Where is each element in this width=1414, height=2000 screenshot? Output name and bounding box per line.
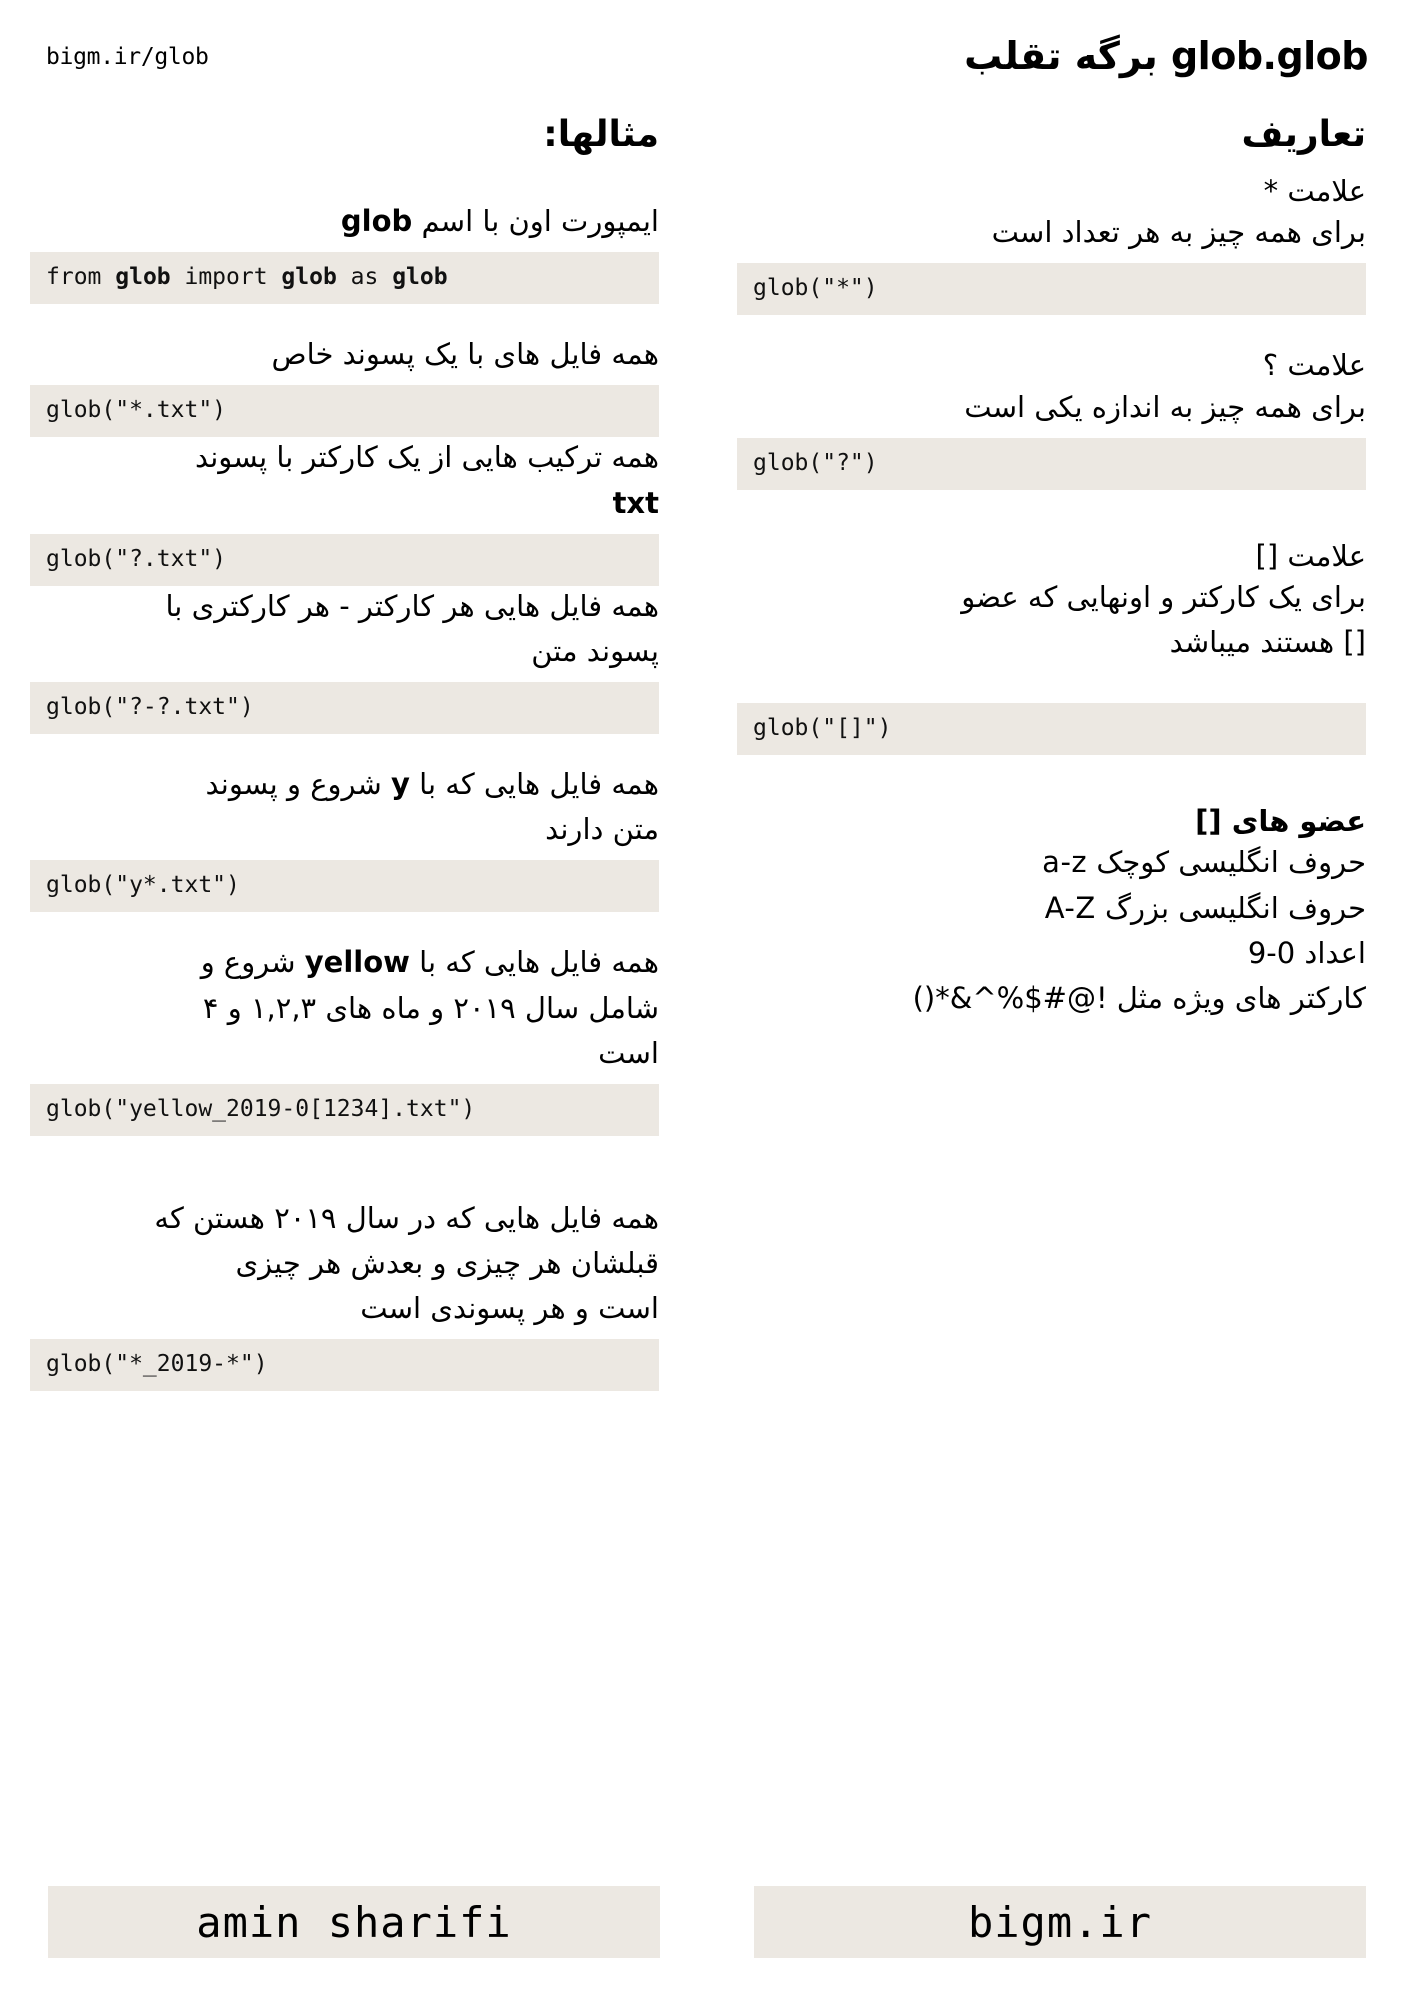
example-yellow-desc-line2: شامل سال ۲۰۱۹ و ماه های ۱,۲,۳ و ۴ [202, 990, 659, 1025]
definition-star-desc: برای همه چیز به هر تعداد است [991, 215, 1366, 250]
example-any2019-desc-line1: همه فایل هایی که در سال ۲۰۱۹ هستن که [154, 1200, 659, 1235]
example-question-txt-desc-line1: همه ترکیب هایی از یک کارکتر با پسوند [194, 440, 659, 475]
example-star-txt [30, 334, 659, 437]
example-yellow-desc-pre: همه فایل هایی که با [409, 945, 659, 980]
example-y-desc-post: شروع و پسوند [205, 767, 392, 802]
definition-brackets-desc-line1: برای یک کارکتر و اونهایی که عضو [961, 579, 1366, 614]
definition-brackets-code: glob("[]") [737, 703, 1366, 755]
example-any2019-code: glob("*_2019-*") [30, 1339, 659, 1391]
definition-entry-question [737, 345, 1366, 489]
example-yellow-desc-post: شروع و [200, 945, 305, 980]
page-title-fa: برگه تقلب [964, 34, 1158, 78]
example-question-txt [30, 437, 659, 585]
example-y-desc-line1 [30, 764, 659, 809]
examples-title: مثالها: [543, 114, 659, 155]
example-import-desc [30, 201, 659, 246]
example-y-star-txt [30, 764, 659, 912]
code-token: glob [115, 264, 171, 291]
definition-brackets-title: علامت [] [1255, 538, 1366, 573]
definition-entry-brackets [737, 536, 1366, 756]
example-yellow-desc-line1 [30, 942, 659, 987]
definition-star-code: glob("*") [737, 263, 1366, 315]
definition-question-desc: برای همه چیز به اندازه یکی است [964, 389, 1366, 424]
bracket-members-row-lowercase: حروف انگلیسی کوچک a-z [1042, 845, 1366, 880]
example-import-code [30, 252, 659, 304]
definition-entry-star [737, 171, 1366, 315]
definition-star-title: علامت * [1263, 174, 1366, 208]
example-qdq-code: glob("?-?.txt") [30, 682, 659, 734]
example-import-desc-keyword: glob [340, 204, 413, 238]
example-question-txt-desc-ext [30, 483, 659, 528]
example-question-txt-code: glob("?.txt") [30, 534, 659, 586]
example-any-2019-any [30, 1198, 659, 1392]
example-yellow-code: glob("yellow_2019-0[1234].txt") [30, 1084, 659, 1136]
page-title-code: glob.glob [1170, 34, 1368, 78]
footer-site-badge: bigm.ir [754, 1886, 1366, 1958]
example-qdq-desc-line1: همه فایل هایی هر کارکتر - هر کارکتری با [165, 588, 659, 623]
bracket-members-row-uppercase: حروف انگلیسی بزرگ A-Z [1044, 890, 1366, 925]
definition-question-title: علامت ؟ [1262, 348, 1366, 383]
example-star-txt-desc: همه فایل های با یک پسوند خاص [271, 337, 659, 372]
page-title [964, 34, 1368, 78]
code-token: glob [281, 264, 337, 291]
example-y-code: glob("y*.txt") [30, 860, 659, 912]
page-header [0, 0, 1414, 112]
bracket-members-title: عضو های [] [1195, 804, 1366, 839]
examples-column [0, 112, 707, 1391]
definition-question-code: glob("?") [737, 438, 1366, 490]
bracket-members-block [737, 801, 1366, 1023]
header-url: bigm.ir/glob [46, 44, 209, 70]
page-footer [0, 1850, 1414, 2000]
example-yellow-desc-keyword: yellow [304, 945, 410, 980]
example-question-dash-question [30, 586, 659, 734]
example-yellow-desc-line3: است [598, 1035, 659, 1070]
example-import-desc-text: ایمپورت اون با اسم [412, 204, 659, 238]
example-qdq-desc-line2: پسوند متن [531, 633, 659, 668]
example-any2019-desc-line3: است و هر پسوندی است [360, 1291, 659, 1326]
example-y-desc-line2: متن دارند [545, 812, 659, 847]
example-y-desc-keyword: y [391, 767, 410, 802]
definitions-title: تعاریف [1241, 114, 1366, 155]
example-star-txt-code: glob("*.txt") [30, 385, 659, 437]
example-import [30, 201, 659, 304]
code-token: glob [392, 264, 448, 291]
example-y-desc-pre: همه فایل هایی که با [409, 767, 659, 802]
definition-brackets-desc-line2: [] هستند میباشد [1169, 625, 1366, 660]
definitions-column [707, 112, 1414, 1023]
example-any2019-desc-line2: قبلشان هر چیزی و بعدش هر چیزی [235, 1246, 659, 1281]
code-token: import [170, 264, 282, 291]
code-token: as [336, 264, 393, 291]
bracket-members-row-digits: اعداد 0-9 [1247, 935, 1366, 970]
example-question-txt-ext: txt [612, 485, 659, 520]
code-token: from [46, 264, 116, 291]
footer-author-badge: amin sharifi [48, 1886, 660, 1958]
bracket-members-row-special: کارکتر های ویژه مثل !@#$%^&*() [912, 980, 1366, 1015]
example-yellow-2019 [30, 942, 659, 1136]
